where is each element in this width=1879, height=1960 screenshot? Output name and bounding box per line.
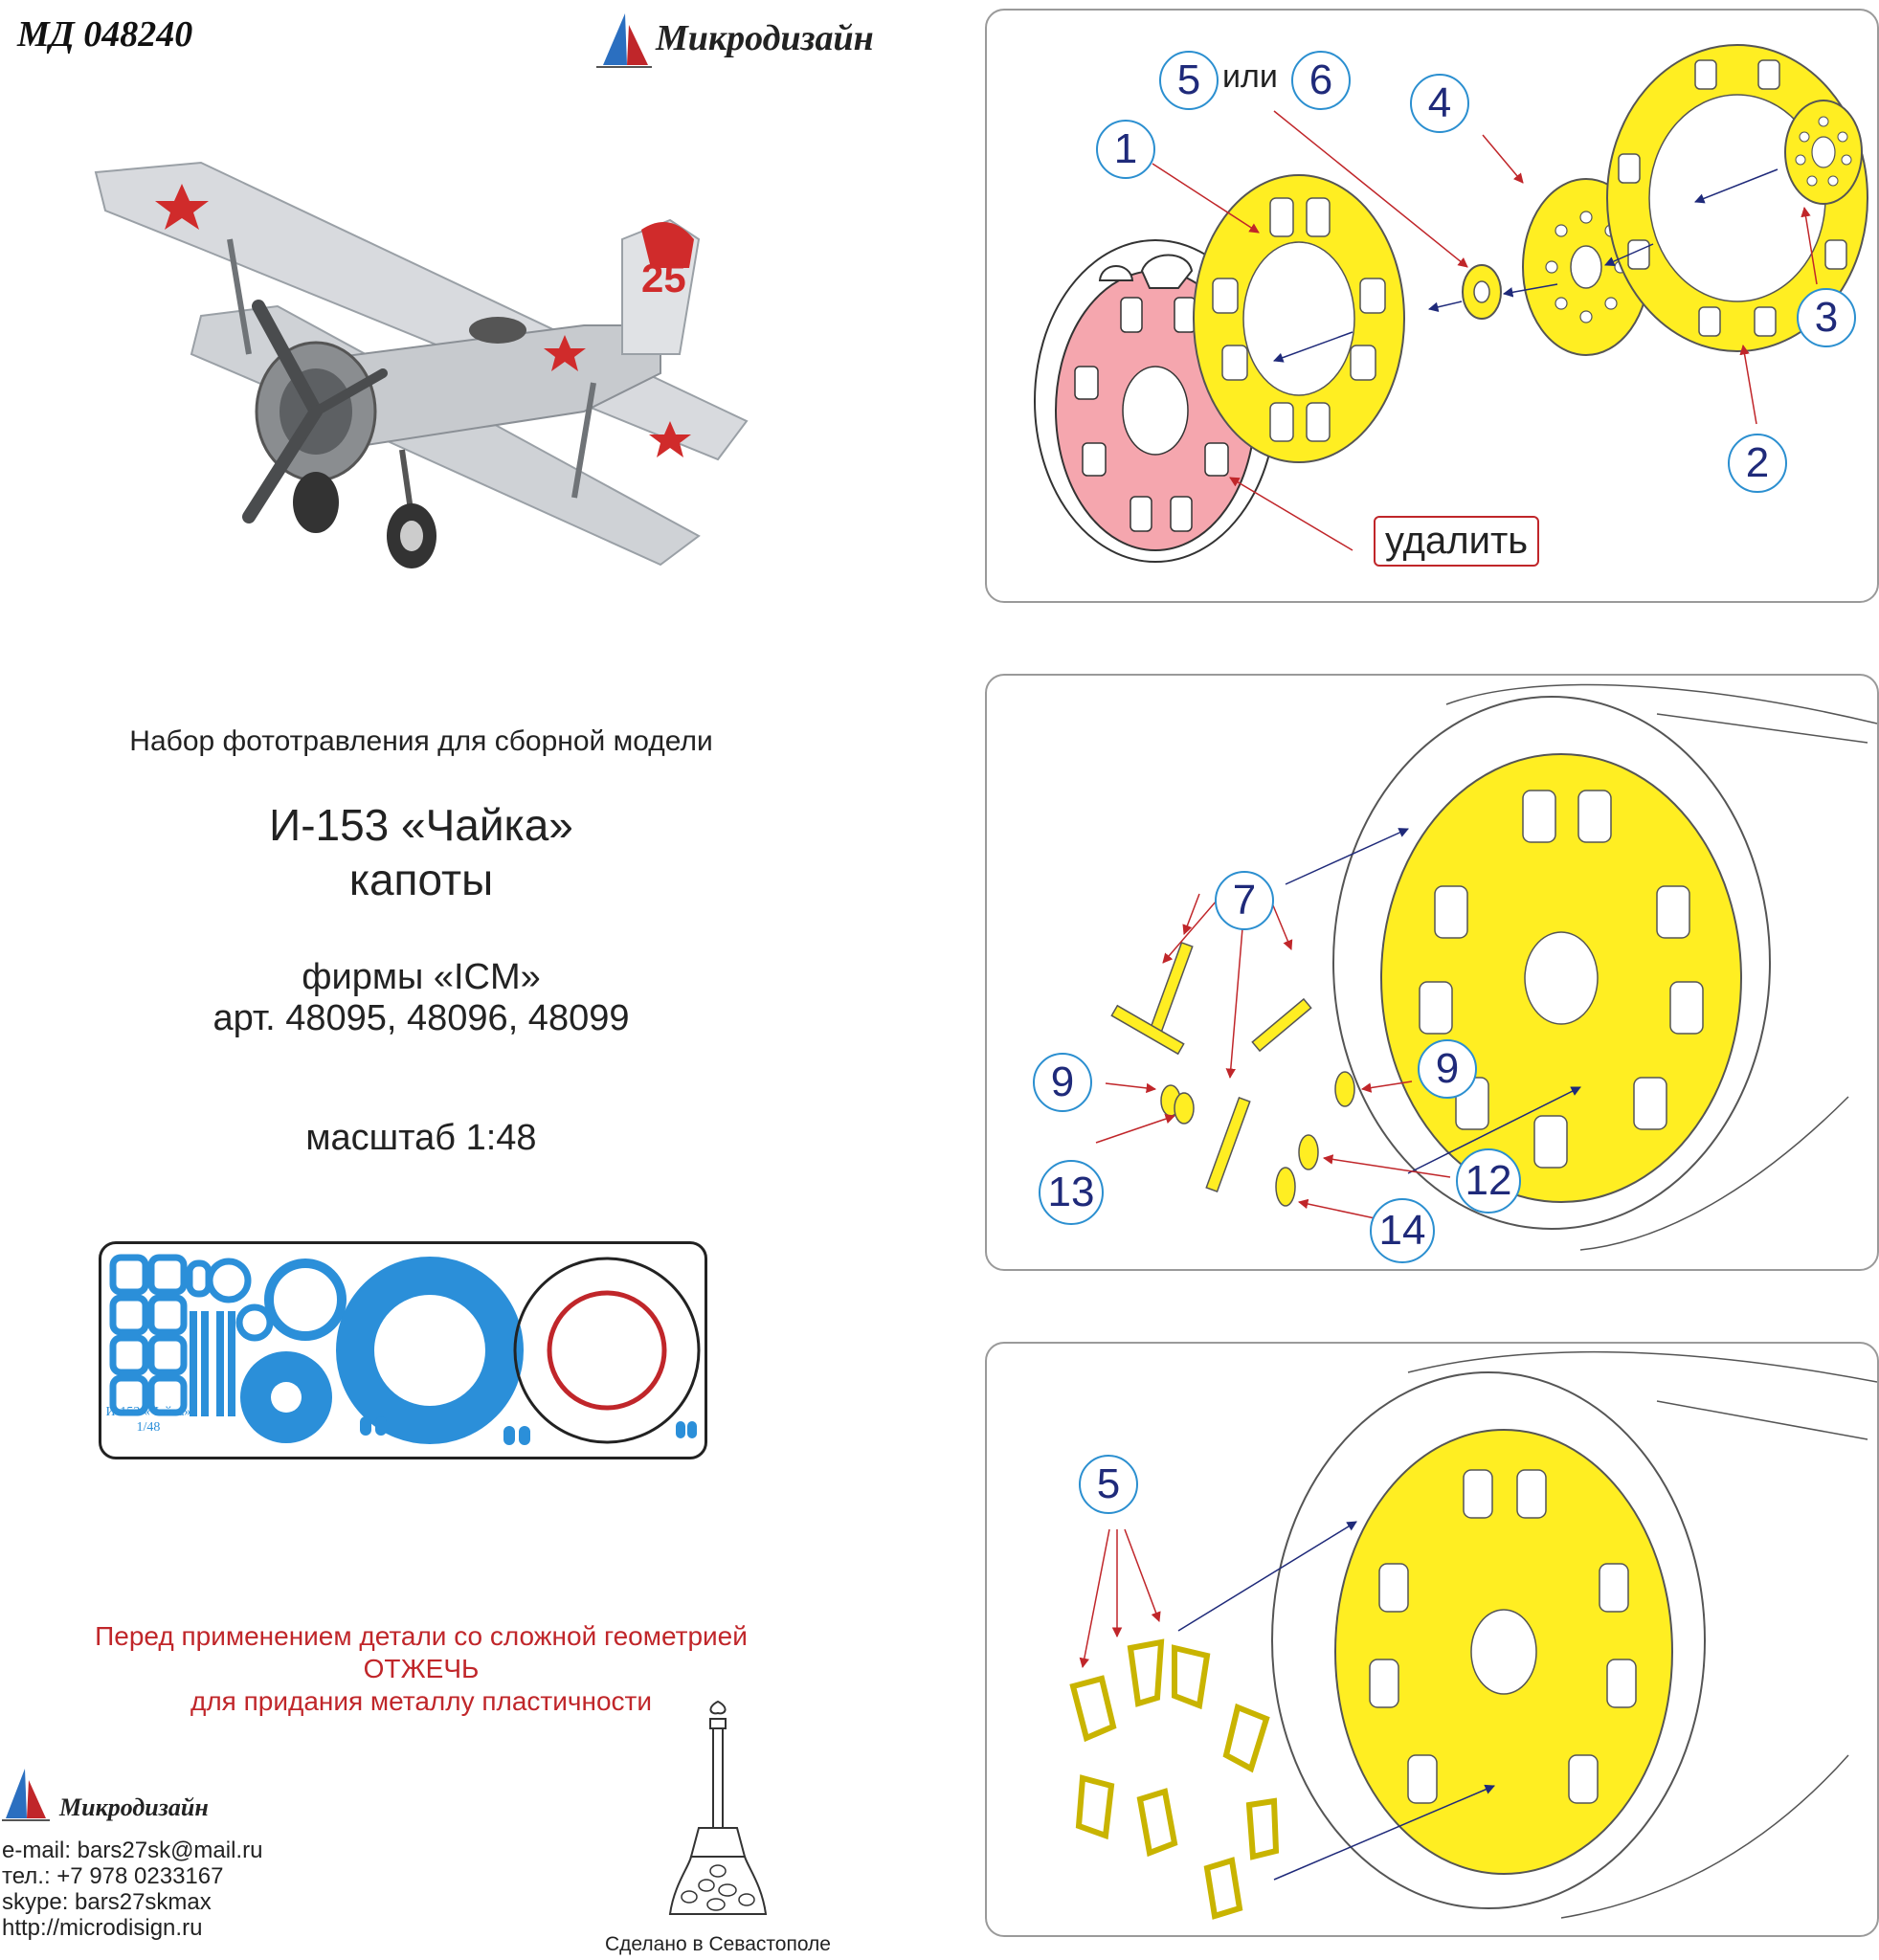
aircraft-illustration: [86, 134, 814, 593]
fret-parts-drawing: [101, 1244, 705, 1457]
contact-phone: тел.: +7 978 0233167: [2, 1863, 224, 1889]
callout-13: 13: [1039, 1160, 1104, 1225]
panel-2-diagram: [987, 676, 1877, 1269]
callout-7: 7: [1215, 871, 1274, 930]
sail-logo-icon: [0, 1759, 57, 1826]
remove-label: удалить: [1374, 516, 1539, 567]
svg-text:25: 25: [641, 256, 686, 301]
brand-logo-bottom: [0, 1759, 249, 1826]
callout-5: 5: [1079, 1455, 1138, 1514]
subtitle: Набор фототравления для сборной модели: [129, 725, 713, 757]
instruction-panel-1: [985, 9, 1879, 603]
fret-label-title: И-153 «Чайка»: [105, 1405, 191, 1419]
callout-2: 2: [1728, 434, 1787, 493]
brand-name-bottom: Микродизайн: [59, 1793, 209, 1821]
callout-9-right: 9: [1418, 1039, 1477, 1099]
made-in-label: Сделано в Севастополе: [605, 1933, 831, 1955]
brand-logo-top: [589, 6, 876, 73]
article-numbers: арт. 48095, 48096, 48099: [213, 998, 630, 1038]
panel-3-diagram: [987, 1344, 1877, 1935]
sevastopol-monument-icon: [660, 1694, 775, 1924]
brand-name-top: Микродизайн: [656, 18, 874, 58]
instruction-panel-2: [985, 674, 1879, 1271]
model-title: И-153 «Чайка»: [269, 800, 573, 850]
callout-5: 5: [1159, 51, 1219, 110]
or-label: или: [1222, 58, 1278, 95]
callout-3: 3: [1797, 288, 1856, 347]
contact-skype: skype: bars27skmax: [2, 1889, 212, 1915]
callout-14: 14: [1370, 1198, 1435, 1263]
scale-label: масштаб 1:48: [305, 1118, 537, 1158]
model-subtitle: капоты: [348, 855, 494, 904]
instruction-panel-3: [985, 1342, 1879, 1937]
kit-code: МД 048240: [17, 14, 193, 55]
fret-label: [105, 1405, 191, 1436]
warning-line-2: ОТЖЕЧЬ: [363, 1654, 480, 1683]
fret-label-scale: 1/48: [136, 1420, 161, 1435]
callout-4: 4: [1410, 74, 1469, 133]
photo-etch-fret: [99, 1241, 707, 1459]
maker-line: фирмы «ICM»: [302, 957, 541, 997]
callout-12: 12: [1456, 1148, 1521, 1214]
contact-site[interactable]: http://microdisign.ru: [2, 1915, 203, 1941]
callout-1: 1: [1096, 120, 1155, 179]
contact-email[interactable]: e-mail: bars27sk@mail.ru: [2, 1838, 263, 1863]
warning-line-1: Перед применением детали со сложной геометрией: [95, 1621, 748, 1651]
warning-line-3: для придания металлу пластичности: [190, 1686, 652, 1716]
callout-6: 6: [1291, 51, 1351, 110]
callout-9-left: 9: [1033, 1053, 1092, 1112]
